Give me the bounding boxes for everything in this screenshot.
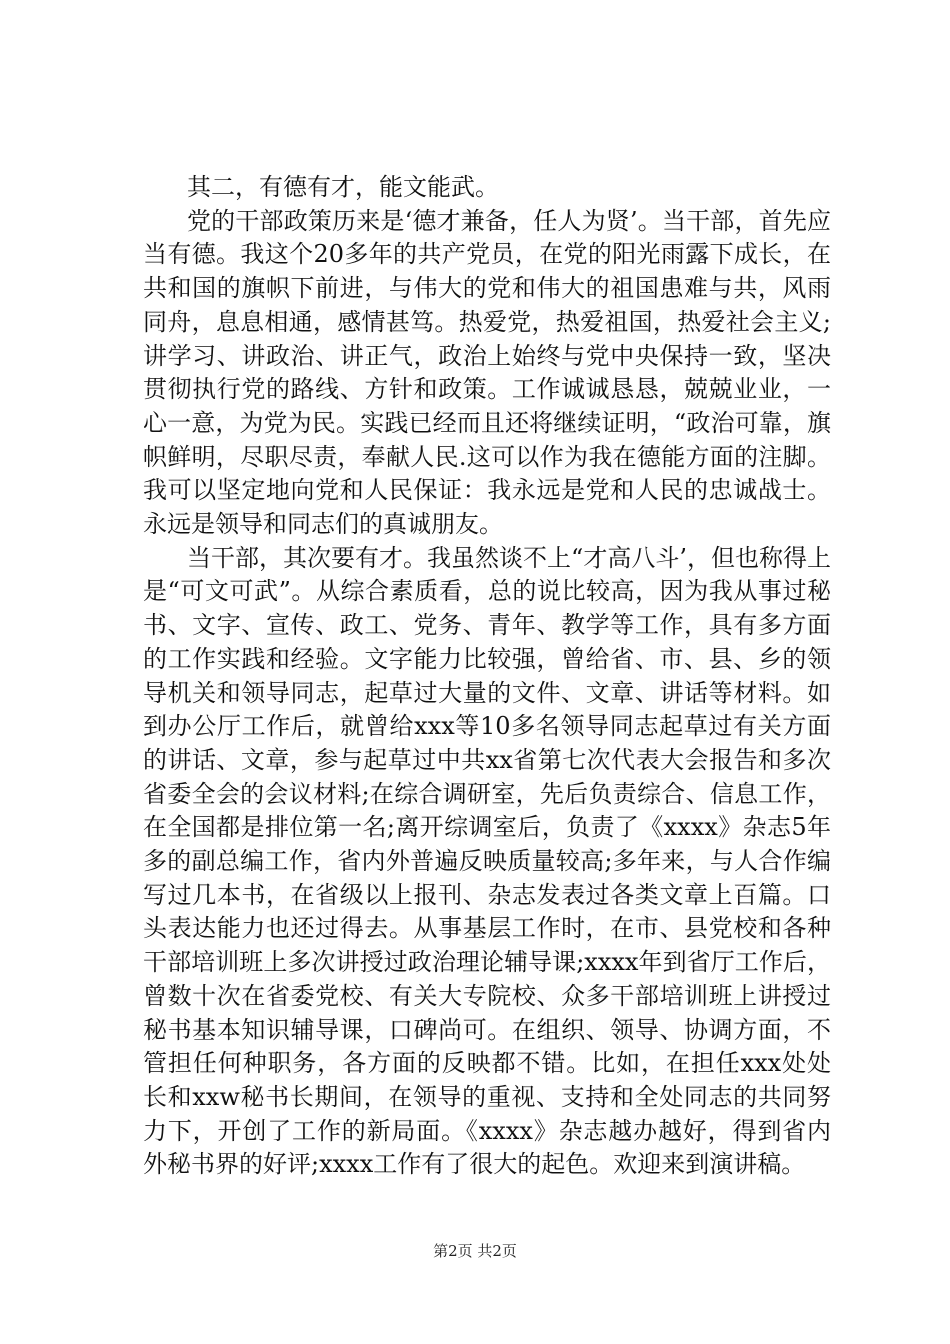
paragraph-talent: 当干部，其次要有才。我虽然谈不上“才高八斗’，但也称得上是“可文可武”。从综合素质看，总的说比较高，因为我从事过秘书、文字、宣传、政工、党务、青年、教学等工作，具有多方面的工作实践和经验。文字能力比较强，曾给省、市、县、乡的领导机关和领导同志，起草过大量的文件、文章、讲话等材料。如到办公厅工作后，就曾给xxx等10多名领导同志起草过有关方面的讲话、文章，参与起草过中共xx省第七次代表大会报告和多次省委全会的会议材料;在综合调研室，先后负责综合、信息工作，在全国都是排位第一名;离开综调室后，负责了《xxxx》杂志5年多的副总编工作，省内外普遍反映质量较高;多年来，与人合作编写过几本书，在省级以上报刊、杂志发表过各类文章上百篇。口头表达能力也还过得去。从事基层工作时，在市、县党校和各种干部培训班上多次讲授过政治理论辅导课;xxxx年到省厅工作后，曾数十次在省委党校、有关大专院校、众多干部培训班上讲授过秘书基本知识辅导课，口碑尚可。在组织、领导、协调方面，不管担任何种职务，各方面的反映都不错。比如，在担任xxx处处长和xxw秘书长期间，在领导的重视、支持和全处同志的共同努力下，开创了工作的新局面。《xxxx》杂志越办越好，得到省内外秘书界的好评;xxxx工作有了很大的起色。欢迎来到演讲稿。 [143, 543, 831, 1179]
paragraph-virtue: 党的干部政策历来是‘德才兼备，任人为贤’。当干部，首先应当有德。我这个20多年的共产党员，在党的阳光雨露下成长，在共和国的旗帜下前进，与伟大的党和伟大的祖国患难与共，风雨同舟，息息相通，感情甚笃。热爱党，热爱祖国，热爱社会主义;讲学习、讲政治、讲正气，政治上始终与党中央保持一致，坚决贯彻执行党的路线、方针和政策。工作诚诚恳恳，兢兢业业，一心一意，为党为民。实践已经而且还将继续证明，“政治可靠，旗帜鲜明，尽职尽责，奉献人民.这可以作为我在德能方面的注脚。我可以坚定地向党和人民保证：我永远是党和人民的忠诚战士。永远是领导和同志们的真诚朋友。 [143, 206, 831, 539]
document-body [143, 171, 831, 1182]
page-number-footer: 第2页 共2页 [433, 1242, 517, 1260]
paragraph-heading: 其二，有德有才，能文能武。 [187, 173, 499, 201]
